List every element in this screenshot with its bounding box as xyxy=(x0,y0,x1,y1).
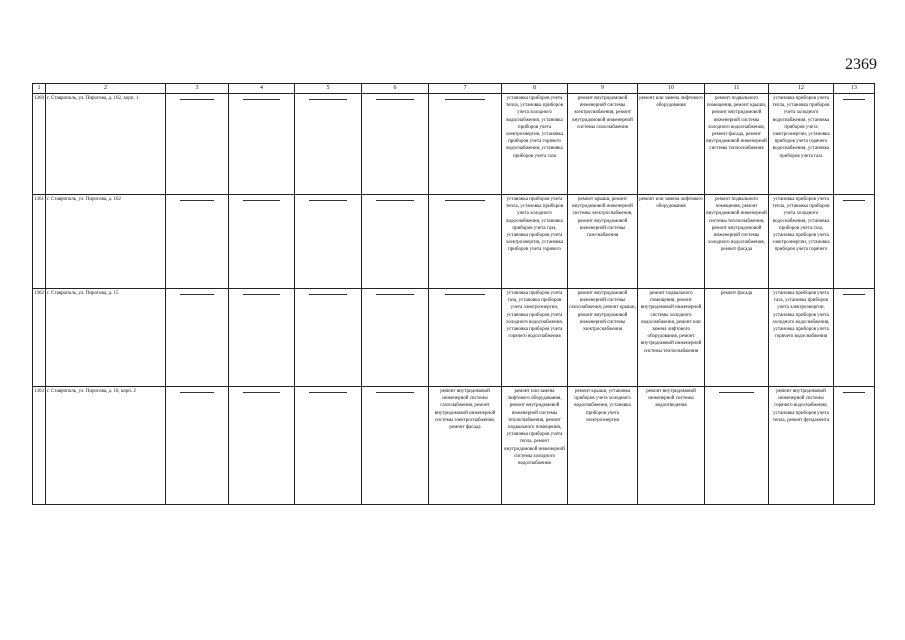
empty-cell xyxy=(295,195,362,289)
column-number: 5 xyxy=(295,84,362,94)
dash-mark xyxy=(309,392,346,393)
column-number: 1 xyxy=(33,84,46,94)
empty-cell xyxy=(834,94,875,195)
dash-mark xyxy=(719,392,754,393)
dash-mark xyxy=(376,200,413,201)
column-number: 2 xyxy=(46,84,166,94)
row-number: 1363 xyxy=(33,387,46,505)
column-number: 12 xyxy=(769,84,834,94)
dash-mark xyxy=(445,294,486,295)
empty-cell xyxy=(429,289,502,387)
empty-cell xyxy=(834,387,875,505)
dash-mark xyxy=(843,392,865,393)
empty-cell xyxy=(229,387,295,505)
column-number: 7 xyxy=(429,84,502,94)
dash-mark xyxy=(309,99,346,100)
dash-mark xyxy=(376,294,413,295)
column-number: 11 xyxy=(705,84,769,94)
empty-cell xyxy=(166,94,229,195)
empty-cell xyxy=(166,387,229,505)
work-cell: ремонт или замена лифтового оборудования xyxy=(638,195,705,289)
dash-mark xyxy=(843,99,865,100)
page-number: 2369 xyxy=(845,56,877,73)
empty-cell xyxy=(229,195,295,289)
dash-mark xyxy=(180,200,215,201)
dash-mark xyxy=(180,392,215,393)
work-cell: ремонт внутридомовой инженерной системы электроснабжения, ремонт внутридомовой инженерной системы газоснабжения xyxy=(568,94,638,195)
work-cell: ремонт внутридомовой инженерной системы водоотведения xyxy=(638,387,705,505)
dash-mark xyxy=(180,294,215,295)
work-cell: ремонт внутридомовой инженерной системы газоснабжения, ремонт крыши, ремонт внутридомовой инженерной системы электроснабжения xyxy=(568,289,638,387)
column-number: 8 xyxy=(502,84,568,94)
row-number: 1362 xyxy=(33,289,46,387)
dash-mark xyxy=(243,99,280,100)
dash-mark xyxy=(843,200,865,201)
column-number: 3 xyxy=(166,84,229,94)
work-cell: ремонт фасада xyxy=(705,289,769,387)
row-number: 1361 xyxy=(33,195,46,289)
work-cell: установка приборов учета тепла, установка приборов учета холодного водоснабжения, установка приборов учета газа, установка приборов учета электроэнергии, установка приборов учета горячего xyxy=(502,195,568,289)
dash-mark xyxy=(180,99,215,100)
empty-cell xyxy=(295,94,362,195)
work-cell: установка приборов учета тепла, установка приборов учета холодного водоснабжения, установка приборов учета электроэнергии, установка приборов учета горячего водоснабжения, установка приборов учета газа xyxy=(769,94,834,195)
address-cell: г. Ставрополь, ул. Пирогова, д. 102, корп. 1 xyxy=(46,94,166,195)
empty-cell xyxy=(362,94,429,195)
dash-mark xyxy=(445,99,486,100)
row-number: 1360 xyxy=(33,94,46,195)
work-cell: установка приборов учета газа, установка приборов учета электроэнергии, установка приборов учета холодного водоснабжения, установка приборов учета горячего водоснабжения xyxy=(769,289,834,387)
empty-cell xyxy=(362,387,429,505)
empty-cell xyxy=(429,94,502,195)
dash-mark xyxy=(309,294,346,295)
work-cell: ремонт крыши, ремонт внутридомовой инженерной системы электроснабжения, ремонт внутридомовой инженерной системы газоснабжения xyxy=(568,195,638,289)
table-row xyxy=(33,387,875,505)
repair-schedule-table xyxy=(32,83,875,505)
column-number: 10 xyxy=(638,84,705,94)
empty-cell xyxy=(295,387,362,505)
table-row xyxy=(33,289,875,387)
address-cell: г. Ставрополь, ул. Пирогова, д. 18, корп. 2 xyxy=(46,387,166,505)
dash-mark xyxy=(243,294,280,295)
work-cell: ремонт подвального помещения, ремонт внутридомовой инженерной системы теплоснабжения, ремонт внутридомовой инженерной системы холодного водоснабжения, ремонт фасада xyxy=(705,195,769,289)
dash-mark xyxy=(843,294,865,295)
column-number: 4 xyxy=(229,84,295,94)
dash-mark xyxy=(243,200,280,201)
dash-mark xyxy=(376,99,413,100)
work-cell: ремонт внутридомовой инженерной системы горячего водоснабжения, установка приборов учета тепла, ремонт фундамента xyxy=(769,387,834,505)
empty-cell xyxy=(229,94,295,195)
empty-cell xyxy=(229,289,295,387)
table-row xyxy=(33,94,875,195)
work-cell: ремонт или замена лифтового оборудования xyxy=(638,94,705,195)
address-cell: г. Ставрополь, ул. Пирогова, д. 102 xyxy=(46,195,166,289)
column-number-row xyxy=(33,84,875,94)
work-cell: установка приборов учета тепла, установка приборов учета холодного водоснабжения, установка приборов учета газа, установка приборов учета электроэнергии, установка приборов учета горячего xyxy=(769,195,834,289)
dash-mark xyxy=(309,200,346,201)
column-number: 6 xyxy=(362,84,429,94)
empty-cell xyxy=(362,289,429,387)
empty-cell xyxy=(362,195,429,289)
column-number: 9 xyxy=(568,84,638,94)
empty-cell xyxy=(429,195,502,289)
work-cell: ремонт или замена лифтового оборудования, ремонт внутридомовой инженерной системы теплоснабжения, ремонт подвального помещения, установка приборов учета тепла, ремонт внутридомовой инженерной системы холодного водоснабжения xyxy=(502,387,568,505)
empty-cell xyxy=(705,387,769,505)
empty-cell xyxy=(295,289,362,387)
work-cell: ремонт подвального помещения, ремонт крыши, ремонт внутридомовой инженерной системы холодного водоснабжения, ремонт фасада, ремонт внутридомовой инженерной системы теплоснабжения xyxy=(705,94,769,195)
work-cell: установка приборов учета газа, установка приборов учета электроэнергии, установка приборов учета холодного водоснабжения, установка приборов учета горячего водоснабжения xyxy=(502,289,568,387)
address-cell: г. Ставрополь, ул. Пирогова, д. 15 xyxy=(46,289,166,387)
table-row xyxy=(33,195,875,289)
empty-cell xyxy=(834,289,875,387)
work-cell: установка приборов учета тепла, установка приборов учета холодного водоснабжения, установка приборов учета электроэнергии, установка приборов учета горячего водоснабжения, установка приборов учета газа xyxy=(502,94,568,195)
dash-mark xyxy=(243,392,280,393)
work-cell: ремонт подвального помещения, ремонт внутридомовой инженерной системы холодного водоснабжения, ремонт или замена лифтового оборудования, ремонт внутридомовой инженерной системы теплоснабжения xyxy=(638,289,705,387)
dash-mark xyxy=(445,200,486,201)
empty-cell xyxy=(834,195,875,289)
dash-mark xyxy=(376,392,413,393)
column-number: 13 xyxy=(834,84,875,94)
empty-cell xyxy=(166,289,229,387)
work-cell: ремонт внутридомовой инженерной системы газоснабжения, ремонт внутридомовой инженерной системы электроснабжения, ремонт фасада xyxy=(429,387,502,505)
empty-cell xyxy=(166,195,229,289)
work-cell: ремонт крыши, установка приборов учета холодного водоснабжения, установка приборов учета электроэнергии xyxy=(568,387,638,505)
